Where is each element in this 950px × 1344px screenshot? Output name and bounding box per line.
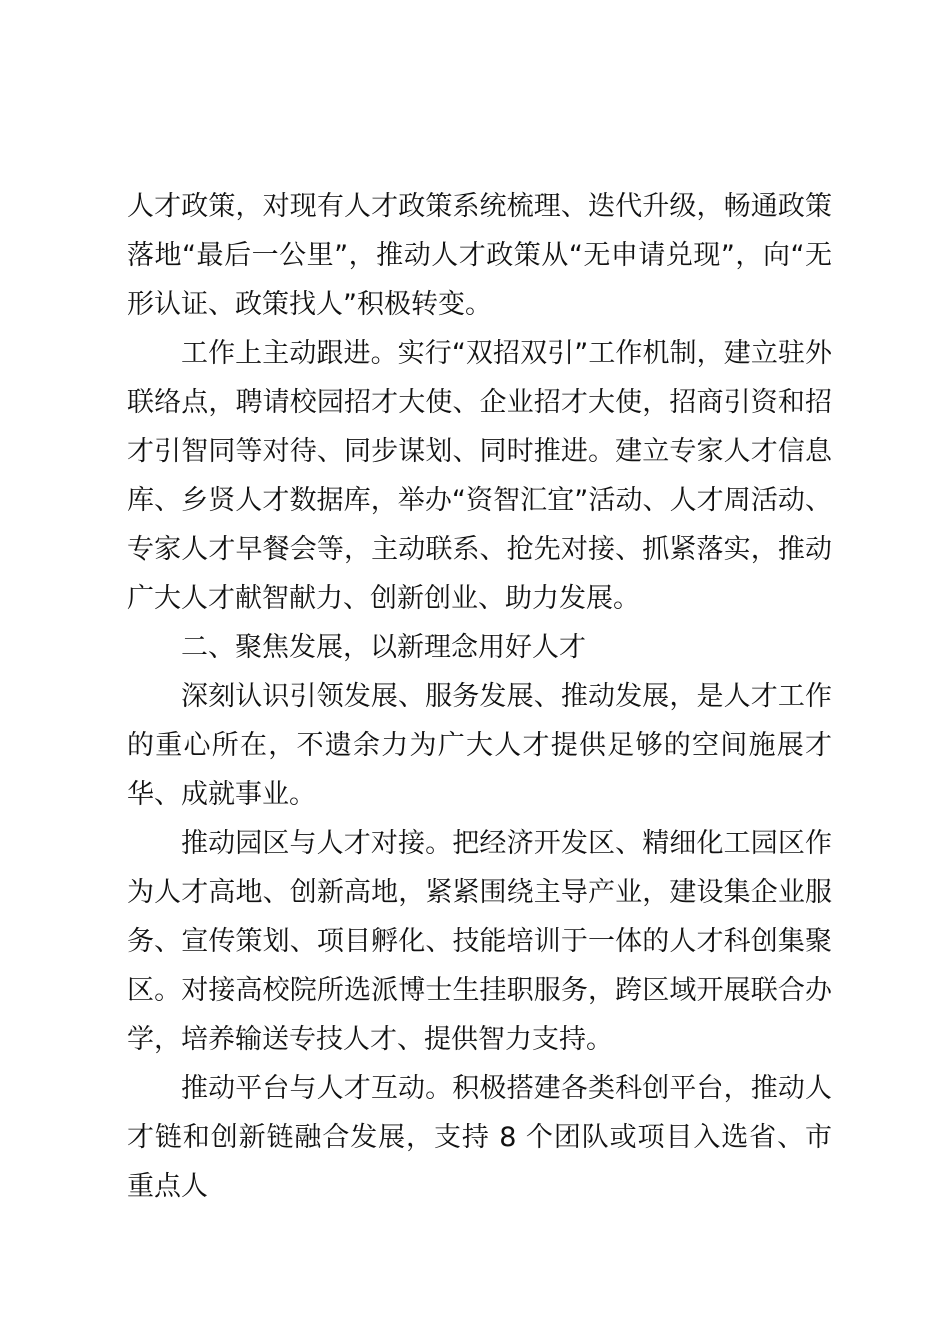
paragraph-development-focus: 深刻认识引领发展、服务发展、推动发展，是人才工作的重心所在，不遗余力为广大人才提供足够的空间施展才华、成就事业。 (127, 681, 832, 810)
paragraph-park-talent: 推动园区与人才对接。把经济开发区、精细化工园区作为人才高地、创新高地，紧紧围绕主导产业，建设集企业服务、宣传策划、项目孵化、技能培训于一体的人才科创集聚区。对接高校院所选派博士生挂职服务，跨区域开展联合办学，培养输送专技人才、提供智力支持。 (127, 828, 832, 1055)
paragraph-talent-policy: 人才政策，对现有人才政策系统梳理、迭代升级，畅通政策落地“最后一公里”，推动人才政策从“无申请兑现”，向“无形认证、政策找人”积极转变。 (127, 191, 832, 320)
paragraph-platform-talent: 推动平台与人才互动。积极搭建各类科创平台，推动人才链和创新链融合发展，支持 8 个团队或项目入选省、市重点人 (127, 1073, 832, 1202)
paragraph-active-follow-up: 工作上主动跟进。实行“双招双引”工作机制，建立驻外联络点，聘请校园招才大使、企业招才大使，招商引资和招才引智同等对待、同步谋划、同时推进。建立专家人才信息库、乡贤人才数据库，举办“资智汇宜”活动、人才周活动、专家人才早餐会等，主动联系、抢先对接、抓紧落实，推动广大人才献智献力、创新创业、助力发展。 (127, 338, 832, 614)
document-body (127, 182, 832, 1211)
section-heading-two: 二、聚焦发展，以新理念用好人才 (181, 632, 586, 663)
